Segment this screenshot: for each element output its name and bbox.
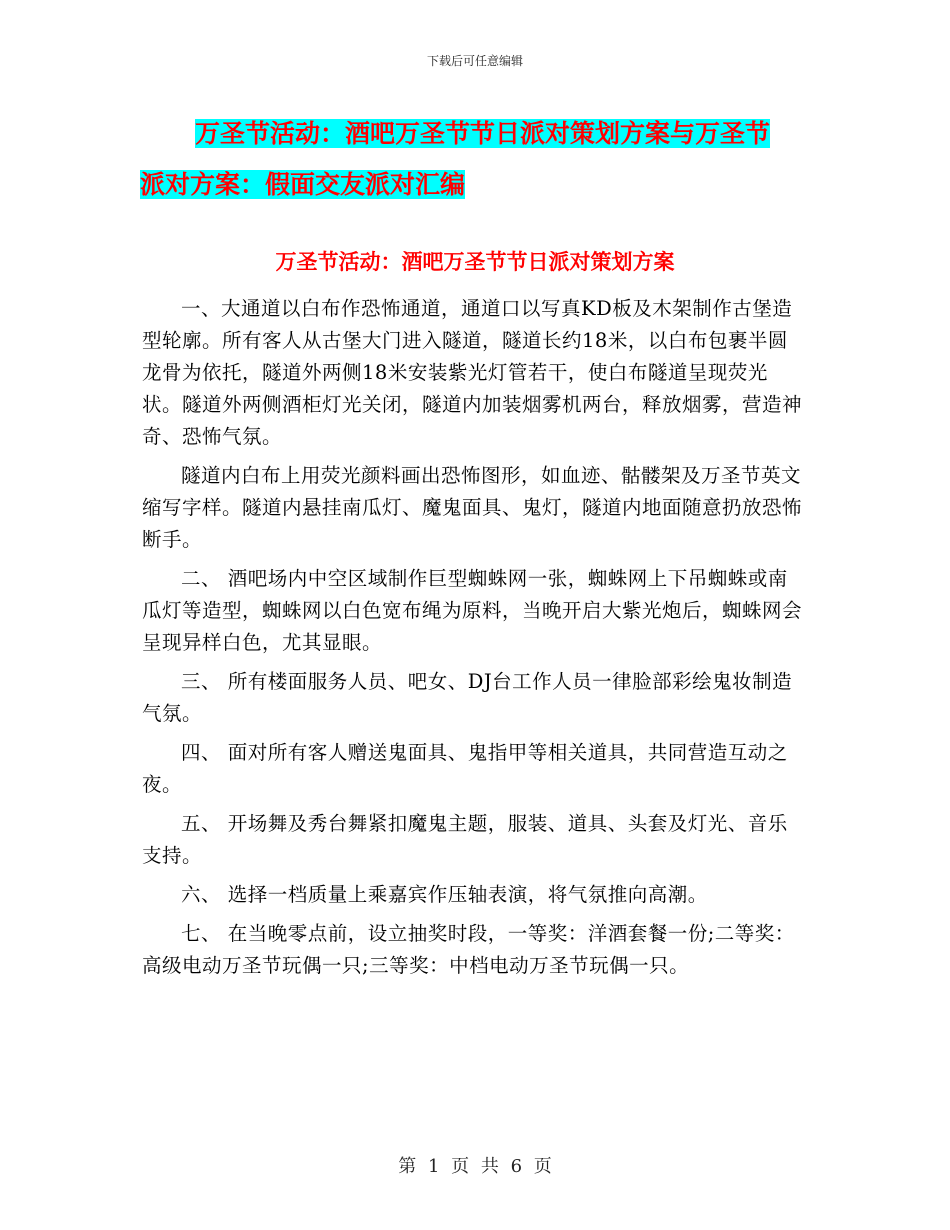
title-line-1 xyxy=(140,108,810,159)
paragraph: 三、 所有楼面服务人员、吧女、DJ台工作人员一律脸部彩绘鬼妆制造气氛。 xyxy=(142,670,793,725)
header-note: 下载后可任意编辑 xyxy=(426,54,523,68)
paragraph: 七、 在当晚零点前，设立抽奖时段，一等奖：洋酒套餐一份;二等奖：高级电动万圣节玩偶一只;三等奖：中档电动万圣节玩偶一只。 xyxy=(142,922,795,977)
title-line-2 xyxy=(140,159,810,210)
paragraph: 四、 面对所有客人赠送鬼面具、鬼指甲等相关道具，共同营造互动之夜。 xyxy=(142,741,788,796)
title-line-1-text: 万圣节活动：酒吧万圣节节日派对策划方案与万圣节 xyxy=(195,119,771,148)
body-text xyxy=(142,293,807,989)
paragraph: 二、 酒吧场内中空区域制作巨型蜘蛛网一张，蜘蛛网上下吊蜘蛛或南瓜灯等造型，蜘蛛网以白色宽布绳为原料，当晚开启大紫光炮后，蜘蛛网会呈现异样白色，尤其显眼。 xyxy=(142,567,803,654)
paragraph: 六、 选择一档质量上乘嘉宾作压轴表演，将气氛推向高潮。 xyxy=(181,883,708,906)
document-title xyxy=(140,108,810,210)
title-line-2-text: 派对方案：假面交友派对汇编 xyxy=(140,170,466,199)
section-title: 万圣节活动：酒吧万圣节节日派对策划方案 xyxy=(275,249,675,274)
paragraph: 一、大通道以白布作恐怖通道，通道口以写真KD板及木架制作古堡造型轮廓。所有客人从古堡大门进入隧道，隧道长约18米，以白布包裹半圆龙骨为依托，隧道外两侧18米安装紫光灯管若干，使白布隧道呈现荧光状。隧道外两侧酒柜灯光关闭，隧道内加装烟雾机两台，释放烟雾，营造神奇、恐怖气氛。 xyxy=(142,297,803,448)
paragraph: 隧道内白布上用荧光颜料画出恐怖图形，如血迹、骷髅架及万圣节英文缩写字样。隧道内悬挂南瓜灯、魔鬼面具、鬼灯，隧道内地面随意扔放恐怖断手。 xyxy=(142,464,803,551)
paragraph: 五、 开场舞及秀台舞紧扣魔鬼主题，服装、道具、头套及灯光、音乐支持。 xyxy=(142,812,788,867)
page-footer: 第 1 页 共 6 页 xyxy=(398,1156,552,1177)
